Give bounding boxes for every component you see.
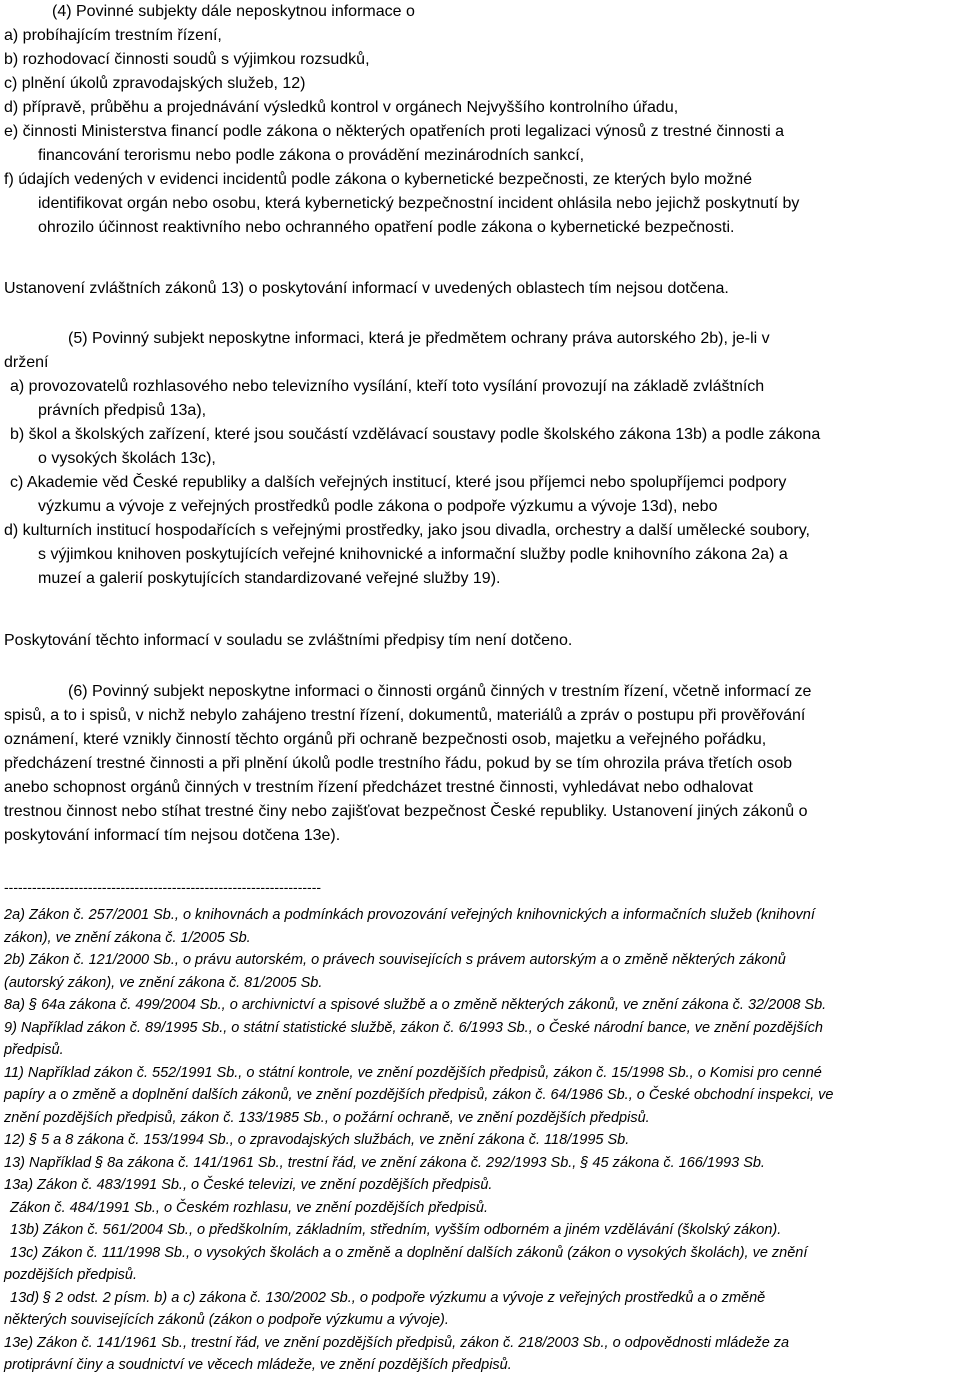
list-item-b: b) rozhodovací činnosti soudů s výjimkou rozsudků, [4, 51, 370, 68]
list-item-d-cont: s výjimkou knihoven poskytujících veřejné knihovnické a informační služby podle knihovního zákona 2a) a [38, 546, 788, 563]
paragraph-4 [4, 0, 954, 240]
footnote: Zákon č. 484/1991 Sb., o Českém rozhlasu, ve znění pozdějších předpisů. [10, 1199, 488, 1216]
footnote: papíry a o změně a doplnění dalších zákonů, ve znění pozdějších předpisů, zákon č. 64/1986 Sb., o České obchodní inspekci, ve [4, 1087, 834, 1103]
footnote: předpisů. [4, 1042, 64, 1058]
list-item-c: c) plnění úkolů zpravodajských služeb, 12) [4, 75, 306, 92]
footnote: 2b) Zákon č. 121/2000 Sb., o právu autorském, o právech souvisejících s právem autorským a o změně některých zákonů [4, 952, 786, 968]
list-item-f-cont: identifikovat orgán nebo osobu, která kybernetický bezpečnostní incident ohlásila nebo jejichž poskytnutí by [38, 195, 800, 212]
note-paragraph-5: Poskytování těchto informací v souladu se zvláštními předpisy tím není dotčeno. [4, 632, 573, 649]
list-item-e: e) činnosti Ministerstva financí podle zákona o některých opatřeních proti legalizaci výnosů z trestné činnosti a [4, 123, 784, 140]
footnote: 13c) Zákon č. 111/1998 Sb., o vysokých školách a o změně a doplnění dalších zákonů (zákon o vysokých školách), ve znění [10, 1244, 808, 1261]
list-item-e-cont: financování terorismu nebo podle zákona o provádění mezinárodních sankcí, [38, 147, 585, 164]
footnote: zákon), ve znění zákona č. 1/2005 Sb. [4, 929, 251, 946]
footnote: protiprávní činy a soudnictví ve věcech mládeže, ve znění pozdějších předpisů. [4, 1357, 512, 1373]
paragraph-6-line: spisů, a to i spisů, v nichž nebylo zahájeno trestní řízení, dokumentů, materiálů a zpráv o postupu při prověřování [4, 707, 806, 724]
footnote: pozdějších předpisů. [4, 1267, 137, 1283]
list-item-b-cont: o vysokých školách 13c), [38, 450, 216, 467]
note-paragraph-4: Ustanovení zvláštních zákonů 13) o poskytování informací v uvedených oblastech tím nejsou dotčena. [4, 280, 729, 297]
footnote: některých souvisejících zákonů (zákon o podpoře výzkumu a vývoje). [4, 1312, 449, 1328]
footnote: znění pozdějších předpisů, zákon č. 133/1985 Sb., o požární ochraně, ve znění pozdějších předpisů. [4, 1109, 650, 1126]
list-item-c-cont: výzkumu a vývoje z veřejných prostředků podle zákona o podpoře výzkumu a vývoje 13d), nebo [38, 498, 718, 515]
footnote: 8a) § 64a zákona č. 499/2004 Sb., o archivnictví a spisové službě a o změně některých zákonů, ve znění zákona č. 32/2008 Sb. [4, 997, 827, 1013]
footnote: 13d) § 2 odst. 2 písm. b) a c) zákona č. 130/2002 Sb., o podpoře výzkumu a vývoje z veřejných prostředků a o změně [10, 1289, 766, 1306]
list-item-a-cont: právních předpisů 13a), [38, 402, 207, 419]
paragraph-5-heading-cont: držení [4, 354, 49, 371]
footnote: 13a) Zákon č. 483/1991 Sb., o České televizi, ve znění pozdějších předpisů. [4, 1177, 493, 1193]
footnote: (autorský zákon), ve znění zákona č. 81/2005 Sb. [4, 974, 323, 991]
footnote: 13) Například § 8a zákona č. 141/1961 Sb., trestní řád, ve znění zákona č. 292/1993 Sb., § 45 zákona č. 166/1993 Sb. [4, 1154, 765, 1171]
paragraph-5 [4, 327, 954, 591]
paragraph-5-heading: (5) Povinný subjekt neposkytne informaci, která je předmětem ochrany práva autorského 2b), je-li v [68, 330, 770, 347]
footnote: 11) Například zákon č. 552/1991 Sb., o státní kontrole, ve znění pozdějších předpisů, zákon č. 15/1998 Sb., o Komisi pro cenné [4, 1064, 822, 1081]
footnote: 13e) Zákon č. 141/1961 Sb., trestní řád, ve znění pozdějších předpisů, zákon č. 218/2003 Sb., o odpovědnosti mládeže za [4, 1334, 790, 1351]
paragraph-4-heading: (4) Povinné subjekty dále neposkytnou informace o [52, 3, 415, 20]
paragraph-6-line: trestnou činnost nebo stíhat trestné činy nebo zajišťovat bezpečnost České republiky. Ustanovení jiných zákonů o [4, 803, 808, 820]
paragraph-6-line: poskytování informací tím nejsou dotčena 13e). [4, 827, 341, 844]
list-item-a: a) probíhajícím trestním řízení, [4, 27, 222, 44]
footnote: 9) Například zákon č. 89/1995 Sb., o státní statistické službě, zákon č. 6/1993 Sb., o České národní bance, ve znění pozdějších [4, 1019, 823, 1036]
list-item-d: d) přípravě, průběhu a projednávání výsledků kontrol v orgánech Nejvyššího kontrolního úřadu, [4, 99, 679, 116]
footnote-divider: -------------------------------------------------------------------- [4, 879, 322, 895]
list-item-d-cont: muzeí a galerií poskytujících standardizované veřejné služby 19). [38, 570, 501, 587]
footnotes [4, 904, 954, 1377]
list-item-d: d) kulturních institucí hospodařících s veřejnými prostředky, jako jsou divadla, orchestry a další umělecké soubory, [4, 522, 810, 539]
list-item-b: b) škol a školských zařízení, které jsou součástí vzdělávací soustavy podle školského zákona 13b) a podle zákona [10, 426, 821, 443]
footnote: 12) § 5 a 8 zákona č. 153/1994 Sb., o zpravodajských službách, ve znění zákona č. 118/1995 Sb. [4, 1132, 630, 1148]
list-item-a: a) provozovatelů rozhlasového nebo televizního vysílání, kteří toto vysílání provozují na základě zvláštních [10, 378, 765, 395]
paragraph-6 [4, 680, 954, 848]
list-item-c: c) Akademie věd České republiky a dalších veřejných institucí, které jsou příjemci nebo spolupříjemci podpory [10, 474, 787, 491]
paragraph-6-line: předcházení trestné činnosti a při plnění úkolů podle trestního řádu, pokud by se tím ohrozila práva třetích osob [4, 755, 793, 772]
list-item-f: f) údajích vedených v evidenci incidentů podle zákona o kybernetické bezpečnosti, ze kterých bylo možné [4, 171, 752, 188]
footnote: 13b) Zákon č. 561/2004 Sb., o předškolním, základním, středním, vyšším odborném a jiném vzdělávání (školský zákon). [10, 1222, 782, 1238]
footnote: 2a) Zákon č. 257/2001 Sb., o knihovnách a podmínkách provozování veřejných knihovnických a informačních služeb (knihovní [4, 907, 815, 923]
paragraph-6-line: oznámení, které vznikly činností těchto orgánů při ochraně bezpečnosti osob, majetku a veřejného pořádku, [4, 731, 767, 748]
list-item-f-cont: ohrozilo účinnost reaktivního nebo ochranného opatření podle zákona o kybernetické bezpečnosti. [38, 219, 735, 236]
paragraph-6-line: (6) Povinný subjekt neposkytne informaci o činnosti orgánů činných v trestním řízení, včetně informací ze [68, 683, 812, 700]
paragraph-6-line: anebo schopnost orgánů činných v trestním řízení předcházet trestné činnosti, vyhledávat nebo odhalovat [4, 779, 753, 796]
